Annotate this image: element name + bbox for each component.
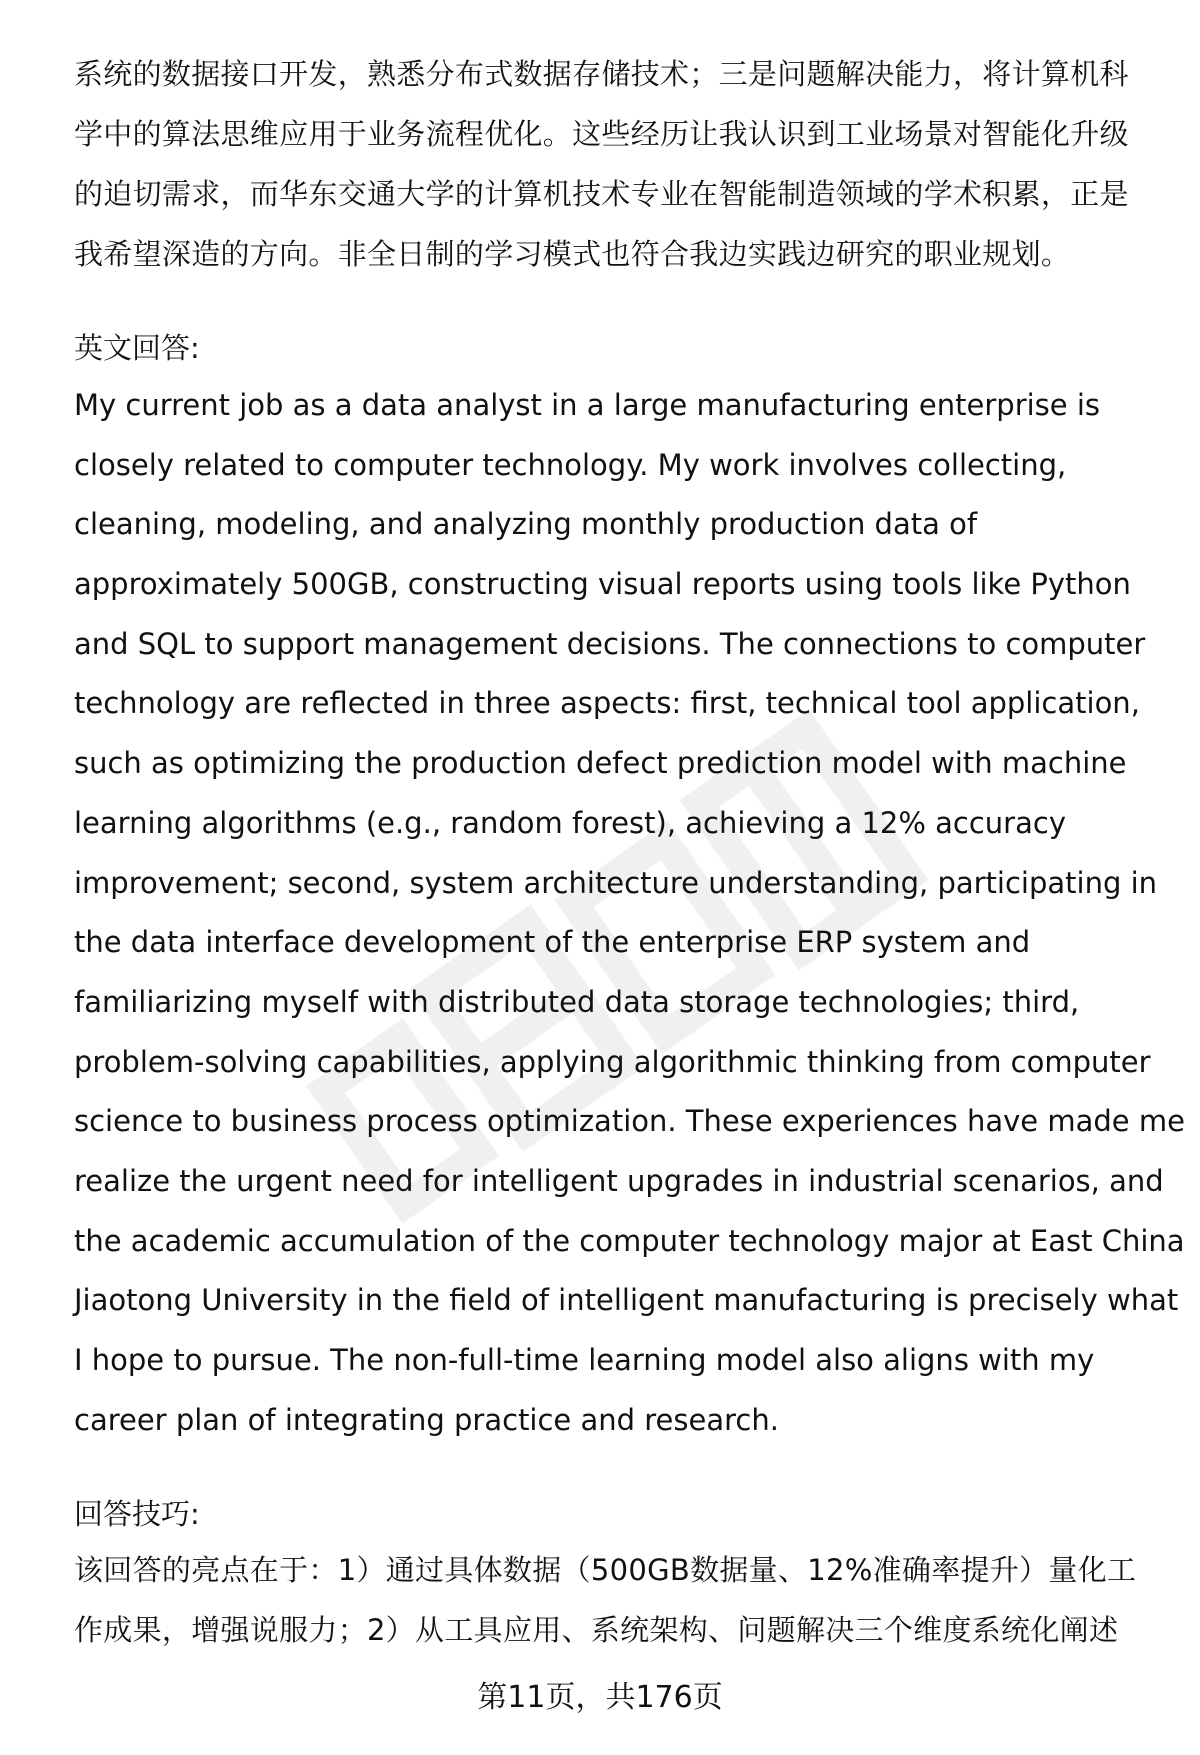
answer-line: the data interface development of the enterprise ERP system and [74, 925, 1031, 960]
intro-line: 系统的数据接口开发，熟悉分布式数据存储技术；三是问题解决能力，将计算机科 [74, 57, 1129, 91]
answer-line: problem-solving capabilities, applying algorithmic thinking from computer [74, 1044, 1151, 1079]
answer-line: such as optimizing the production defect prediction model with machine [74, 746, 1127, 781]
intro-chinese-paragraph [74, 44, 1164, 284]
answer-line: and SQL to support management decisions. The connections to computer [74, 626, 1146, 661]
answer-line: familiarizing myself with distributed data storage technologies; third, [74, 984, 1080, 1019]
answer-line: science to business process optimization. These experiences have made me [74, 1104, 1185, 1139]
answer-line: improvement; second, system architecture understanding, participating in [74, 865, 1158, 900]
answer-line: My current job as a data analyst in a large manufacturing enterprise is [74, 388, 1101, 422]
answer-line: learning algorithms (e.g., random forest), achieving a 12% accuracy [74, 805, 1066, 840]
page-number-footer: 第11页，共176页 [477, 1680, 723, 1715]
answer-line: I hope to pursue. The non-full-time learning model also aligns with my [74, 1343, 1095, 1377]
tips-paragraph [74, 1540, 1164, 1660]
tips-line: 作成果，增强说服力；2）从工具应用、系统架构、问题解决三个维度系统化阐述 [74, 1613, 1119, 1647]
answer-line: closely related to computer technology. My work involves collecting, [74, 447, 1067, 482]
answer-line: career plan of integrating practice and research. [74, 1402, 779, 1437]
answer-line: cleaning, modeling, and analyzing monthly production data of [74, 507, 978, 542]
intro-line: 我希望深造的方向。非全日制的学习模式也符合我边实践边研究的职业规划。 [74, 237, 1071, 271]
intro-line: 的迫切需求，而华东交通大学的计算机技术专业在智能制造领域的学术积累，正是 [74, 177, 1129, 211]
answer-line: the academic accumulation of the computer technology major at East China [74, 1223, 1185, 1258]
english-answer-paragraph [74, 376, 1185, 1450]
tips-heading: 回答技巧: [74, 1497, 200, 1531]
answer-line: realize the urgent need for intelligent upgrades in industrial scenarios, and [74, 1163, 1164, 1198]
answer-line: approximately 500GB, constructing visual reports using tools like Python [74, 567, 1131, 602]
intro-line: 学中的算法思维应用于业务流程优化。这些经历让我认识到工业场景对智能化升级 [74, 117, 1129, 151]
answer-line: technology are reflected in three aspects: first, technical tool application, [74, 686, 1140, 721]
answer-line: Jiaotong University in the field of intelligent manufacturing is precisely what [74, 1283, 1179, 1318]
tips-line: 该回答的亮点在于：1）通过具体数据（500GB数据量、12%准确率提升）量化工 [74, 1553, 1137, 1587]
english-answer-heading: 英文回答: [74, 331, 200, 365]
